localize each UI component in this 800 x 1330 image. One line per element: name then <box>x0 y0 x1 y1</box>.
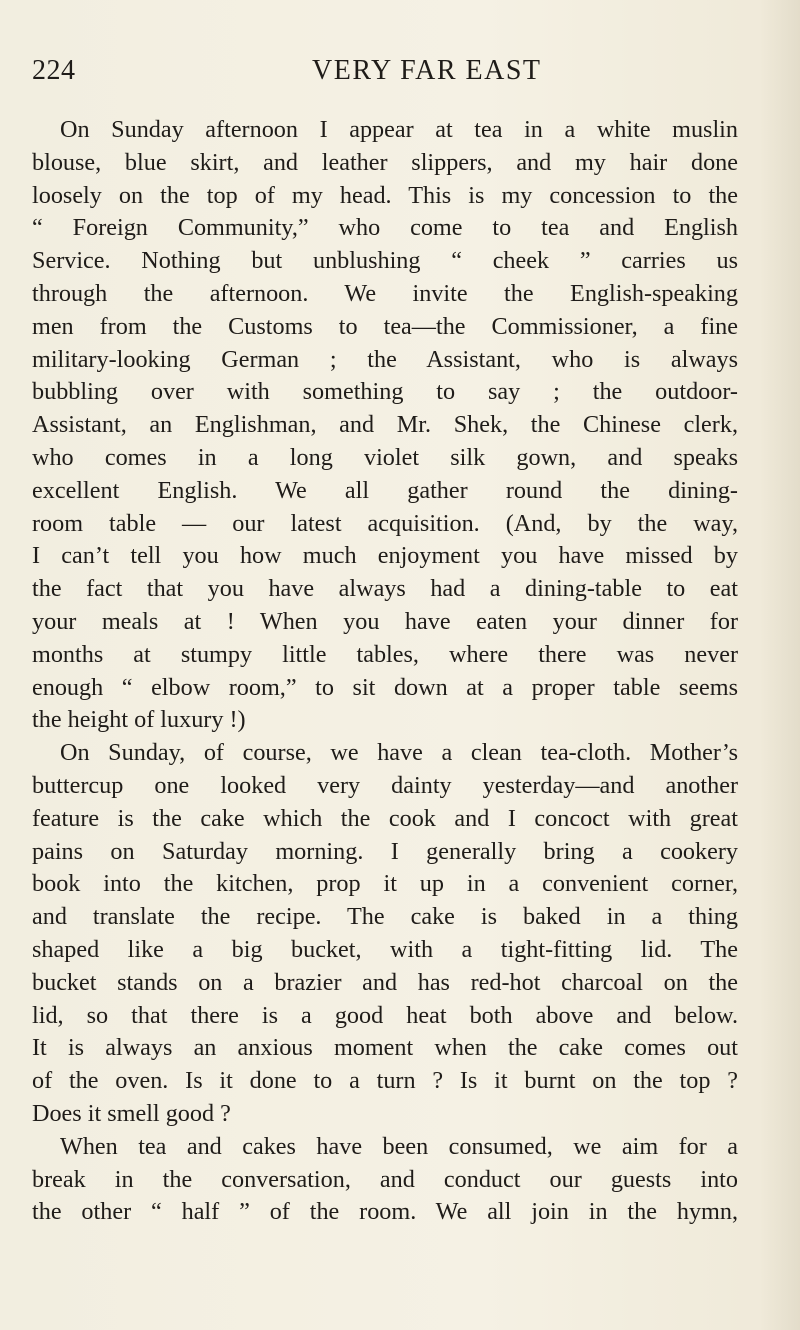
text-line: buttercup one looked very dainty yesterday—and another <box>32 771 738 799</box>
text-line: On Sunday afternoon I appear at tea in a white muslin <box>60 116 738 143</box>
text-line: Service. Nothing but unblushing “ cheek ” carries us <box>32 247 738 275</box>
text-line: and translate the recipe. The cake is baked in a thing <box>32 903 738 931</box>
page-edge-shadow <box>760 0 800 1330</box>
page-number: 224 <box>32 55 76 86</box>
text-line: who comes in a long violet silk gown, and speaks <box>32 443 738 471</box>
body-text <box>32 114 738 1314</box>
text-line: Does it smell good ? <box>32 1099 231 1127</box>
running-head: VERY FAR EAST <box>312 55 542 86</box>
text-line: enough “ elbow room,” to sit down at a proper table seems <box>32 673 738 701</box>
text-line: feature is the cake which the cook and I concoct with great <box>32 804 738 832</box>
text-line: the height of luxury !) <box>32 706 246 734</box>
text-line: bubbling over with something to say ; the outdoor- <box>32 378 738 406</box>
text-line: the other “ half ” of the room. We all join in the hymn, <box>32 1198 738 1226</box>
text-line: bucket stands on a brazier and has red-hot charcoal on the <box>32 968 738 996</box>
text-line: months at stumpy little tables, where there was never <box>32 640 738 668</box>
text-line: room table — our latest acquisition. (And, by the way, <box>32 509 738 537</box>
text-line: men from the Customs to tea—the Commissioner, a fine <box>32 312 738 340</box>
text-line: When tea and cakes have been consumed, we aim for a <box>60 1132 738 1160</box>
text-line: shaped like a big bucket, with a tight-fitting lid. The <box>32 935 738 963</box>
text-line: the fact that you have always had a dining-table to eat <box>32 575 738 603</box>
text-line: military-looking German ; the Assistant, who is always <box>32 345 738 373</box>
text-line: On Sunday, of course, we have a clean tea-cloth. Mother’s <box>60 739 738 767</box>
text-line: loosely on the top of my head. This is my concession to the <box>32 181 738 209</box>
text-line: pains on Saturday morning. I generally bring a cookery <box>32 837 738 865</box>
text-line: break in the conversation, and conduct our guests into <box>32 1165 738 1193</box>
text-line: “ Foreign Community,” who come to tea and English <box>32 214 738 242</box>
text-line: of the oven. Is it done to a turn ? Is it burnt on the top ? <box>32 1067 738 1095</box>
text-line: lid, so that there is a good heat both above and below. <box>32 1001 738 1029</box>
text-line: your meals at ! When you have eaten your dinner for <box>32 607 738 635</box>
text-line: blouse, blue skirt, and leather slippers, and my hair done <box>32 148 738 176</box>
text-line: It is always an anxious moment when the cake comes out <box>32 1034 738 1062</box>
text-line: book into the kitchen, prop it up in a convenient corner, <box>32 870 738 898</box>
text-line: I can’t tell you how much enjoyment you have missed by <box>32 542 738 570</box>
text-line: excellent English. We all gather round the dining- <box>32 476 738 504</box>
page-header <box>32 51 732 91</box>
text-line: through the afternoon. We invite the English-speaking <box>32 279 738 307</box>
text-line: Assistant, an Englishman, and Mr. Shek, the Chinese clerk, <box>32 411 738 439</box>
